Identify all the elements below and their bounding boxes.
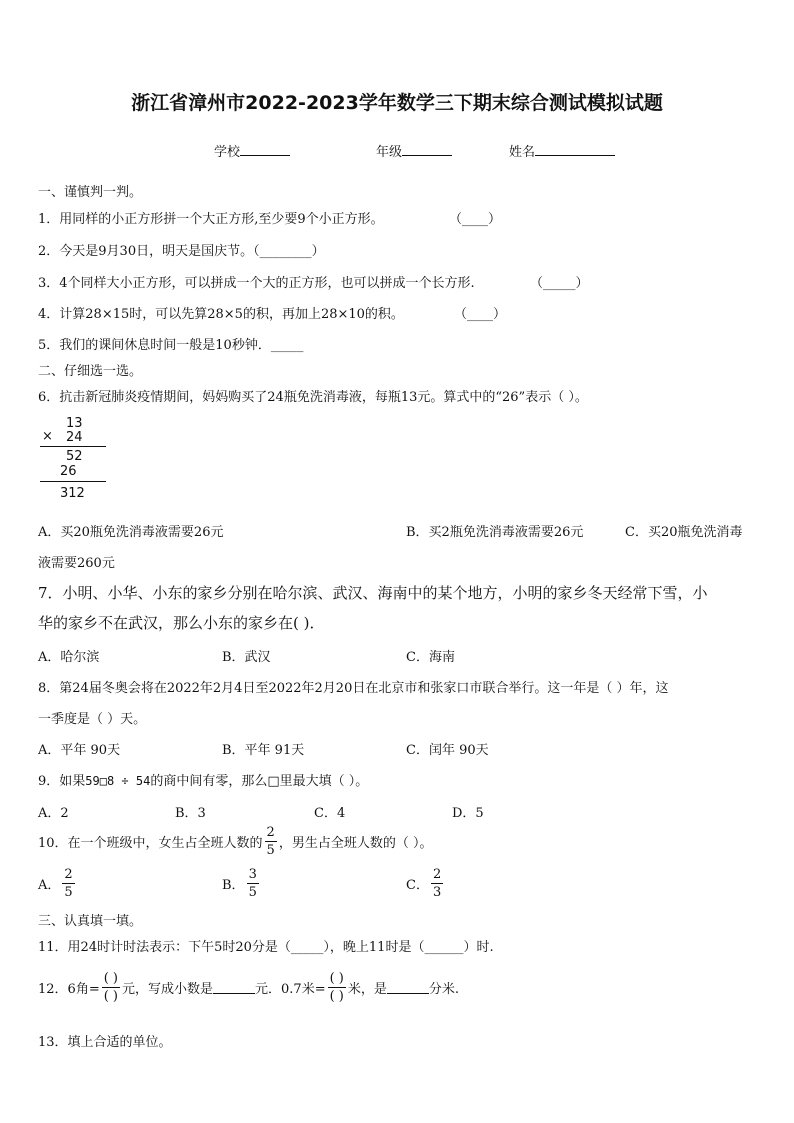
question-7-option-a[interactable]: A．哈尔滨 bbox=[38, 650, 100, 665]
question-8-line-1: 8．第24届冬奥会将在2022年2月4日至2022年2月20日在北京市和张家口市联合举行。这一年是（ ）年，这 bbox=[38, 681, 669, 696]
fraction-numerator: 2 bbox=[266, 825, 275, 840]
fraction-numerator: 2 bbox=[432, 867, 442, 882]
name-blank[interactable] bbox=[535, 143, 615, 156]
fraction-numerator: ( ) bbox=[329, 971, 344, 986]
name-field bbox=[509, 141, 615, 160]
question-10-option-c[interactable] bbox=[406, 868, 445, 899]
question-7-option-c[interactable]: C．海南 bbox=[406, 650, 455, 665]
grade-label: 年级 bbox=[376, 145, 403, 160]
question-8-option-b[interactable]: B．平年 91天 bbox=[222, 743, 305, 758]
answer-blank[interactable] bbox=[387, 981, 429, 994]
option-label: B． bbox=[222, 878, 245, 893]
question-6: 6．抗击新冠肺炎疫情期间，妈妈购买了24瓶免洗消毒液，每瓶13元。算式中的“26”表示（ ）。 bbox=[38, 390, 588, 405]
section-1-heading: 一、谨慎判一判。 bbox=[38, 185, 143, 200]
question-4: 4．计算28×15时，可以先算28×5的积，再加上28×10的积。 bbox=[38, 307, 404, 322]
question-7-option-b[interactable]: B．武汉 bbox=[222, 650, 271, 665]
option-label: C． bbox=[406, 878, 429, 893]
question-3-answer[interactable]: （_____） bbox=[530, 276, 589, 291]
question-12-text: 米，是 bbox=[347, 982, 387, 997]
question-10-prefix: 10．在一个班级中，女生占全班人数的 bbox=[38, 836, 263, 851]
question-10 bbox=[38, 826, 432, 857]
section-2-heading: 二、仔细选一选。 bbox=[38, 364, 143, 379]
option-fraction bbox=[62, 868, 74, 899]
question-13: 13．填上合适的单位。 bbox=[38, 1035, 172, 1050]
grade-field bbox=[376, 141, 452, 160]
name-label: 姓名 bbox=[509, 145, 536, 160]
question-6-option-b[interactable]: B．买2瓶免洗消毒液需要26元 bbox=[406, 525, 584, 540]
grade-blank[interactable] bbox=[402, 143, 452, 156]
question-10-option-a[interactable] bbox=[38, 868, 77, 899]
question-10-suffix: ，男生占全班人数的（ ）。 bbox=[278, 836, 433, 851]
question-8-option-c[interactable]: C．闰年 90天 bbox=[406, 743, 489, 758]
blank-fraction[interactable] bbox=[328, 972, 346, 1003]
rule-line bbox=[40, 446, 106, 447]
school-field bbox=[214, 141, 290, 160]
question-7-line-1: 7．小明、小华、小东的家乡分别在哈尔滨、武汉、海南中的某个地方，小明的家乡冬天经常下雪，小 bbox=[38, 584, 708, 602]
question-12-prefix: 12．6角= bbox=[38, 982, 100, 997]
question-9-option-a[interactable]: A．2 bbox=[38, 806, 69, 821]
fraction-numerator: ( ) bbox=[103, 971, 118, 986]
multiplicand: 13 bbox=[66, 416, 83, 431]
question-9-option-d[interactable]: D．5 bbox=[452, 806, 484, 821]
fraction-denominator: ( ) bbox=[329, 989, 344, 1004]
question-6-option-c[interactable]: C．买20瓶免洗消毒 bbox=[625, 525, 743, 540]
question-8-line-2: 一季度是（ ）天。 bbox=[38, 712, 147, 727]
fraction-denominator: 3 bbox=[432, 885, 442, 900]
product: 312 bbox=[60, 486, 85, 501]
vertical-multiplication bbox=[38, 416, 118, 506]
rule-line bbox=[40, 481, 106, 482]
fraction-numerator: 3 bbox=[248, 867, 257, 882]
partial-product-1: 52 bbox=[66, 449, 83, 464]
option-fraction bbox=[247, 868, 259, 899]
page-title: 浙江省漳州市2022-2023学年数学三下期末综合测试模拟试题 bbox=[131, 92, 663, 114]
option-fraction bbox=[431, 868, 443, 899]
school-blank[interactable] bbox=[240, 143, 290, 156]
question-1-answer[interactable]: （____） bbox=[449, 212, 502, 227]
question-3: 3．4个同样大小正方形，可以拼成一个大的正方形，也可以拼成一个长方形. bbox=[38, 276, 475, 291]
question-10-option-b[interactable] bbox=[222, 868, 261, 899]
question-4-answer[interactable]: （____） bbox=[454, 307, 507, 322]
fraction-denominator: ( ) bbox=[103, 989, 118, 1004]
question-12 bbox=[38, 972, 459, 1003]
section-3-heading: 三、认真填一填。 bbox=[38, 914, 143, 929]
question-12-text: 元．0.7米= bbox=[255, 982, 326, 997]
question-9-suffix: 的商中间有零，那么□里最大填（ ）。 bbox=[150, 774, 369, 789]
question-11: 11．用24时计时法表示：下午5时20分是（_____），晚上11时是（______）时. bbox=[38, 940, 494, 955]
fraction-denominator: 5 bbox=[64, 885, 73, 900]
fraction-numerator: 2 bbox=[64, 867, 73, 882]
question-1: 1．用同样的小正方形拼一个大正方形,至少要9个小正方形。 bbox=[38, 212, 384, 227]
question-5: 5．我们的课间休息时间一般是10秒钟．_____ bbox=[38, 338, 304, 353]
question-6-option-a[interactable]: A．买20瓶免洗消毒液需要26元 bbox=[38, 525, 224, 540]
question-9 bbox=[38, 770, 368, 789]
fraction-two-fifths bbox=[265, 826, 277, 857]
times-sign: × bbox=[42, 429, 53, 444]
question-9-option-b[interactable]: B．3 bbox=[175, 806, 206, 821]
question-9-option-c[interactable]: C．4 bbox=[314, 806, 346, 821]
blank-fraction[interactable] bbox=[102, 972, 120, 1003]
fraction-denominator: 5 bbox=[266, 843, 275, 858]
question-2: 2．今天是9月30日，明天是国庆节。（________） bbox=[38, 244, 325, 259]
answer-blank[interactable] bbox=[213, 981, 255, 994]
question-9-prefix: 9．如果 bbox=[38, 774, 86, 789]
question-9-expression: 59□8 ÷ 54 bbox=[85, 774, 151, 788]
school-label: 学校 bbox=[214, 145, 241, 160]
multiplier: 24 bbox=[66, 430, 83, 445]
question-7-line-2: 华的家乡不在武汉，那么小东的家乡在( )． bbox=[38, 614, 325, 632]
question-12-suffix: 分米. bbox=[428, 982, 460, 997]
fraction-denominator: 5 bbox=[248, 885, 257, 900]
question-6-option-c-continued: 液需要260元 bbox=[38, 556, 115, 571]
partial-product-2: 26 bbox=[60, 464, 77, 479]
question-12-text: 元，写成小数是 bbox=[122, 982, 214, 997]
option-label: A． bbox=[38, 878, 61, 893]
question-8-option-a[interactable]: A．平年 90天 bbox=[38, 743, 121, 758]
